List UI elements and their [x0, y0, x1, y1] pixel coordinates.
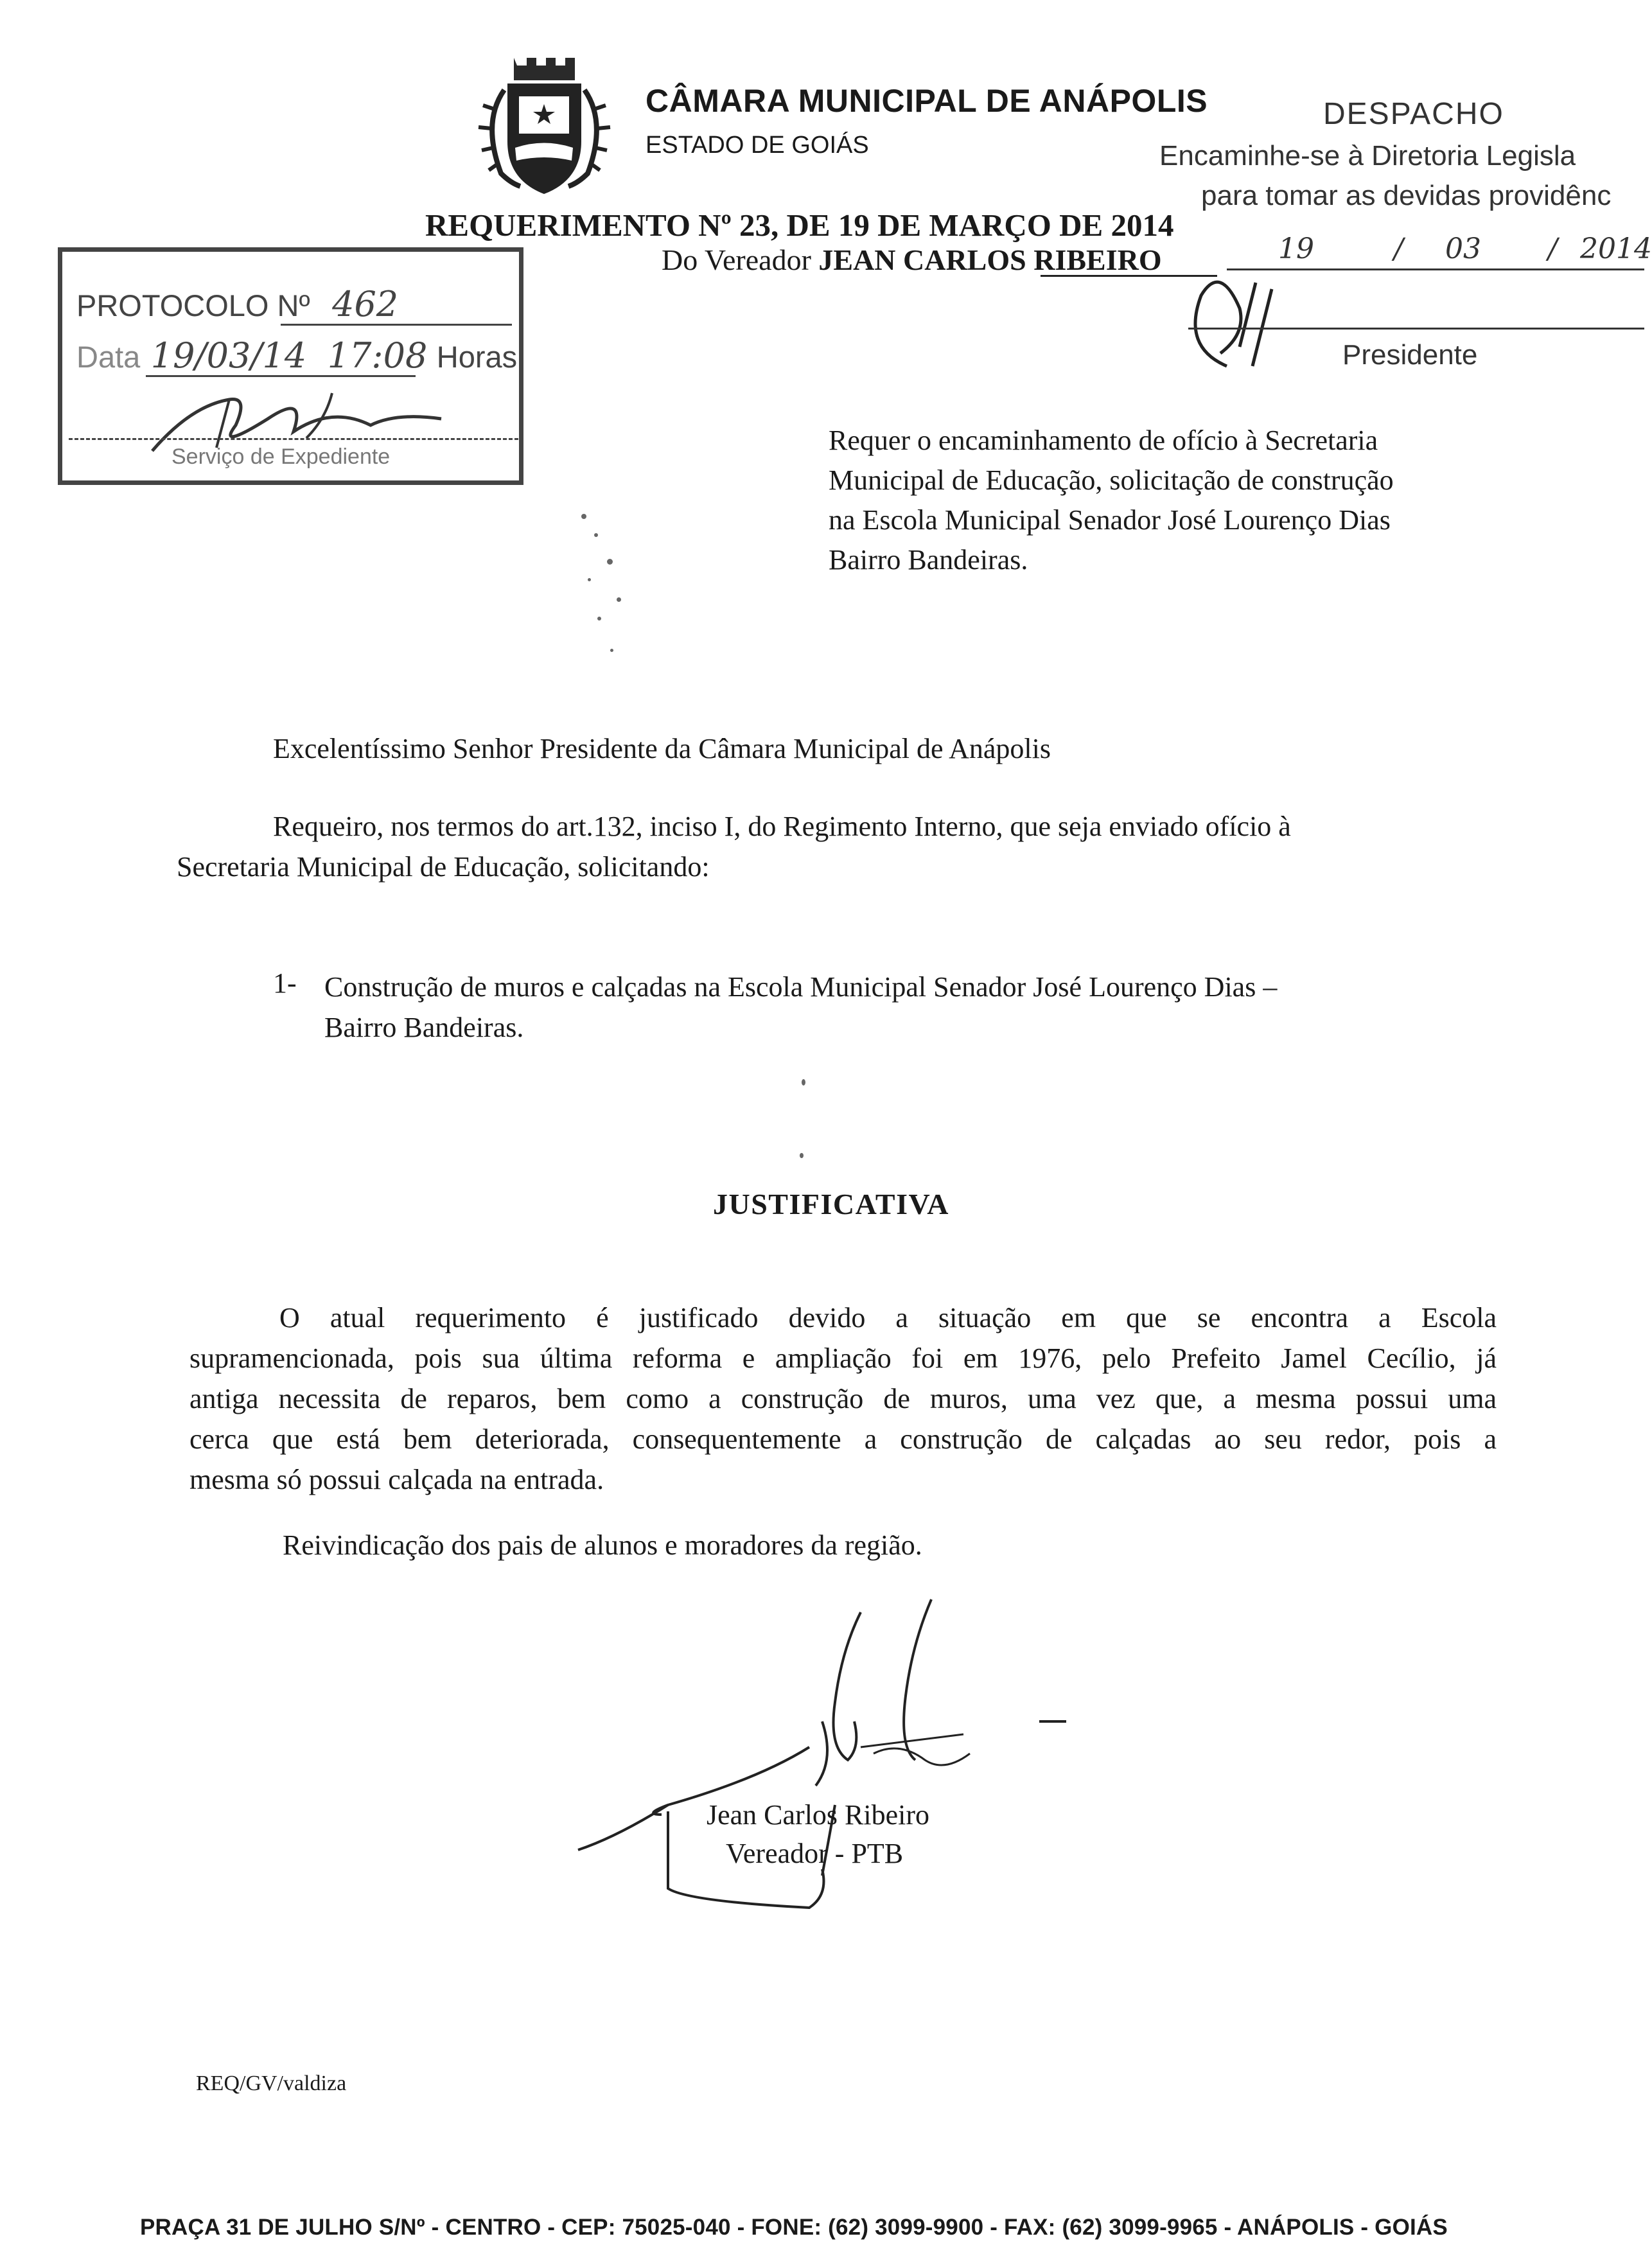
protocol-number-rule — [281, 324, 512, 326]
president-signature-icon — [1143, 270, 1336, 398]
claim-line: Reivindicação dos pais de alunos e moradores da região. — [283, 1529, 922, 1561]
despacho-signature-rule — [1188, 328, 1644, 330]
despacho-title: DESPACHO — [1323, 97, 1504, 131]
coat-of-arms-icon — [475, 51, 613, 199]
protocol-date-rule — [146, 375, 416, 377]
protocol-label: PROTOCOLO Nº — [76, 288, 310, 322]
footer-address: PRAÇA 31 DE JULHO S/Nº - CENTRO - CEP: 75025-040 - FONE: (62) 3099-9900 - FAX: (62) 3099-9965 - ANÁPOLIS - GOIÁS — [140, 2215, 1448, 2240]
summary-block — [829, 421, 1574, 580]
despacho-year: 2014 — [1580, 233, 1652, 265]
protocol-number: 462 — [332, 284, 399, 324]
author-line — [662, 243, 1162, 277]
request-line: Secretaria Municipal de Educação, solicitando: — [177, 851, 710, 883]
salutation: Excelentíssimo Senhor Presidente da Câmara Municipal de Anápolis — [273, 733, 1051, 764]
justification-paragraph — [189, 1298, 1497, 1500]
protocol-stamp — [58, 247, 523, 485]
signer-role: Vereador - PTB — [726, 1838, 904, 1869]
justification-line: O atual requerimento é justificado devido a situação em que se encontra a Escola — [279, 1302, 1497, 1333]
protocol-hours-label: Horas — [436, 340, 518, 374]
request-paragraph — [177, 806, 1493, 887]
institution-name: CÂMARA MUNICIPAL DE ANÁPOLIS — [646, 83, 1208, 119]
justification-line: antiga necessita de reparos, bem como a construção de muros, uma vez que, a mesma possui uma — [189, 1383, 1497, 1414]
author-name: JEAN CARLOS RIBEIRO — [818, 243, 1162, 276]
protocol-signature-rule — [69, 438, 518, 440]
reference-code: REQ/GV/valdiza — [196, 2072, 347, 2095]
author-rule — [1041, 275, 1217, 277]
despacho-line-2: para tomar as devidas providênc — [1201, 180, 1612, 211]
request-line: Requeiro, nos termos do art.132, inciso I, do Regimento Interno, que seja enviado ofício à — [273, 811, 1291, 842]
protocol-date-label: Data — [76, 340, 141, 374]
despacho-line-1: Encaminhe-se à Diretoria Legisla — [1159, 140, 1576, 172]
state-name: ESTADO DE GOIÁS — [646, 132, 869, 159]
despacho-sep-1: / — [1394, 233, 1403, 265]
justification-line: mesma só possui calçada na entrada. — [189, 1464, 604, 1495]
justification-line: supramencionada, pois sua última reforma e ampliação foi em 1976, pelo Prefeito Jamel Cecílio, já — [189, 1342, 1497, 1374]
summary-line: Requer o encaminhamento de ofício à Secretaria — [829, 425, 1378, 456]
item-line: Bairro Bandeiras. — [324, 1012, 524, 1043]
protocol-service-label: Serviço de Expediente — [171, 444, 391, 469]
despacho-day: 19 — [1278, 233, 1314, 265]
signature-icon — [565, 1593, 1028, 1940]
justification-title: JUSTIFICATIVA — [713, 1188, 950, 1220]
despacho-sep-2: / — [1548, 233, 1558, 265]
request-title: REQUERIMENTO Nº 23, DE 19 DE MARÇO DE 2014 — [425, 207, 1174, 243]
author-prefix: Do Vereador — [662, 243, 811, 276]
item-line: Construção de muros e calçadas na Escola Municipal Senador José Lourenço Dias – — [324, 971, 1278, 1003]
despacho-month: 03 — [1445, 233, 1481, 265]
item-text — [324, 967, 1500, 1048]
despacho-role: Presidente — [1342, 339, 1478, 371]
protocol-time-value: 17:08 — [327, 335, 428, 376]
summary-line: Municipal de Educação, solicitação de construção — [829, 464, 1394, 496]
item-number: 1- — [273, 967, 297, 999]
protocol-date-value: 19/03/14 — [150, 335, 307, 376]
justification-line: cerca que está bem deteriorada, consequentemente a construção de calçadas ao seu redor, pois a — [189, 1423, 1497, 1455]
despacho-stamp — [1143, 96, 1652, 379]
summary-line: na Escola Municipal Senador José Lourenço Dias — [829, 504, 1391, 536]
signer-name: Jean Carlos Ribeiro — [707, 1799, 930, 1831]
summary-line: Bairro Bandeiras. — [829, 544, 1028, 576]
